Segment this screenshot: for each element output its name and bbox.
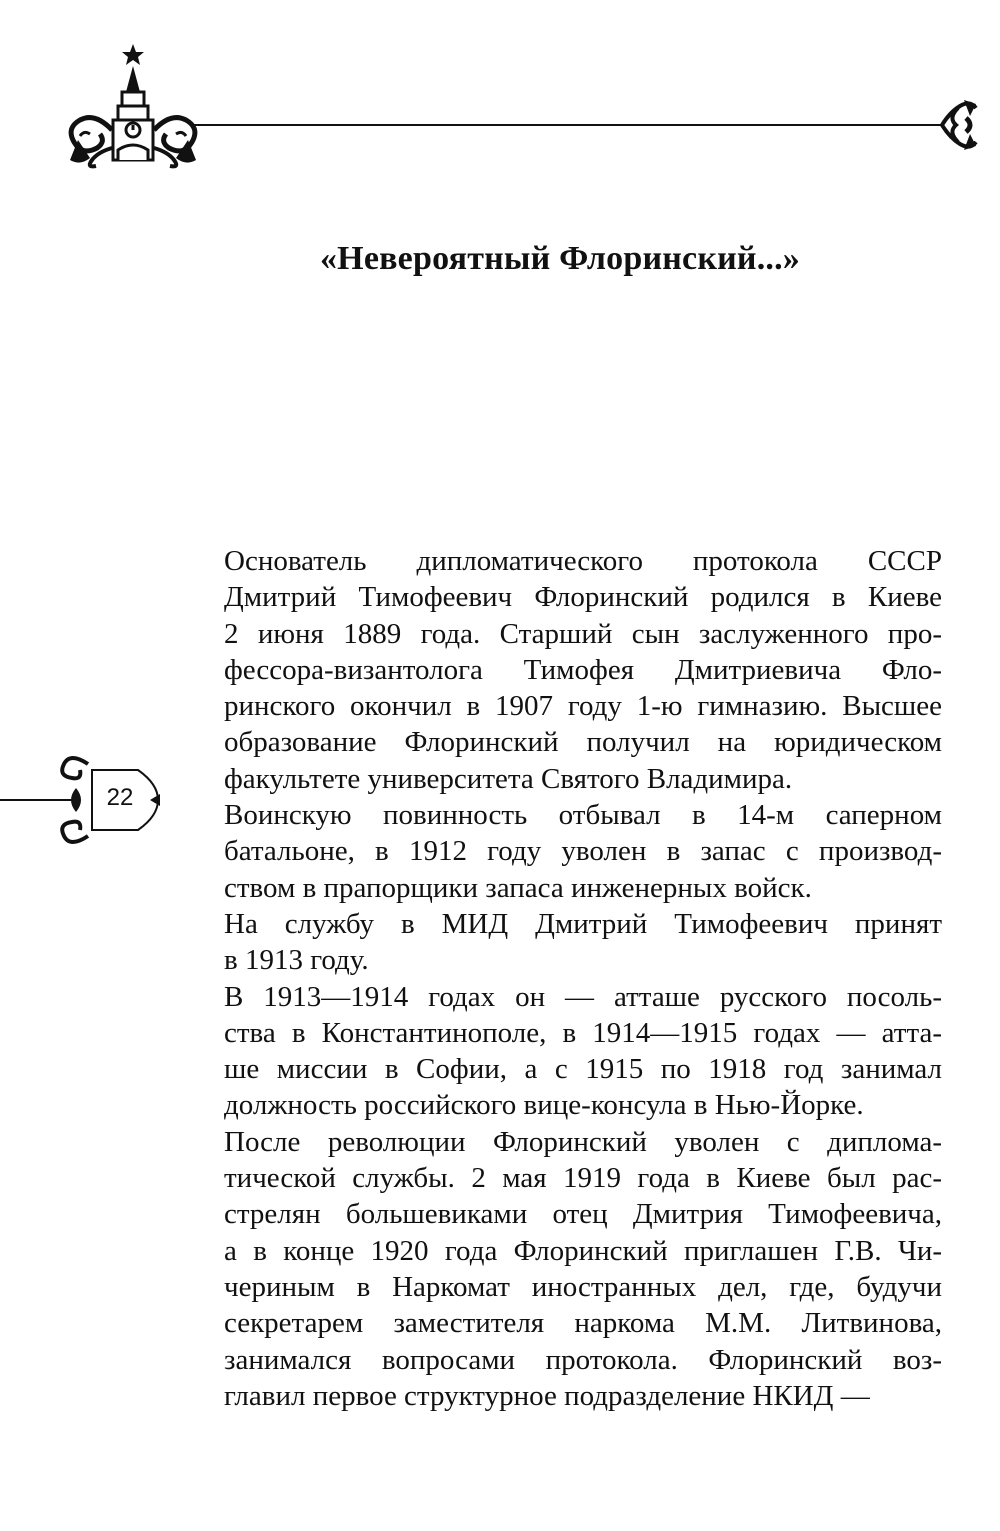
page-number-ornament-icon (0, 742, 180, 862)
text-line: занимался вопросами протокола. Флоринский воз- (224, 1343, 942, 1376)
header-ornament (0, 0, 1000, 200)
text-line: тической службы. 2 мая 1919 года в Киеве был рас- (224, 1162, 942, 1195)
text-line: образование Флоринский получил на юридическом (224, 726, 942, 759)
text-line: 2 июня 1889 года. Старший сын заслуженного про- (224, 617, 942, 650)
text-line: ше миссии в Софии, а с 1915 по 1918 год занимал (224, 1053, 942, 1086)
text-line: факультете университета Святого Владимира. (224, 762, 793, 795)
text-line: секретарем заместителя наркома М.М. Литвинова, (224, 1307, 942, 1340)
text-line: чериным в Наркомат иностранных дел, где, будучи (224, 1270, 942, 1303)
text-line: а в конце 1920 года Флоринский приглашен Г.В. Чи- (224, 1234, 942, 1267)
text-line: ринского окончил в 1907 году 1-ю гимназию. Высшее (224, 690, 942, 723)
text-line: фессора-византолога Тимофея Дмитриевича Фло- (224, 653, 942, 686)
text-line: должность российского вице-консула в Нью-Йорке. (224, 1089, 864, 1122)
article-body (180, 543, 942, 1414)
paragraph (180, 979, 942, 1124)
scroll-ornament-icon (942, 100, 976, 150)
paragraph (180, 797, 942, 906)
text-line: в 1913 году. (224, 944, 369, 977)
kremlin-tower-ornament-icon (70, 44, 196, 166)
text-line: После революции Флоринский уволен с диплома- (224, 1125, 942, 1158)
text-line: ством в прапорщики запаса инженерных войск. (224, 871, 812, 904)
text-line: Воинскую повинность отбывал в 14-м саперном (224, 799, 942, 832)
page-number: 22 (106, 784, 134, 811)
paragraph (180, 543, 942, 797)
paragraph (180, 1124, 942, 1414)
text-line: главил первое структурное подразделение НКИД — (224, 1379, 870, 1412)
text-line: стрелян большевиками отец Дмитрия Тимофеевича, (224, 1198, 942, 1231)
text-line: В 1913—1914 годах он — атташе русского посоль- (224, 980, 942, 1013)
text-line: ства в Константинополе, в 1914—1915 годах — атта- (224, 1016, 942, 1049)
text-line: Основатель дипломатического протокола СССР (224, 545, 942, 577)
text-line: батальоне, в 1912 году уволен в запас с производ- (224, 835, 942, 868)
text-line: На службу в МИД Дмитрий Тимофеевич принят (224, 907, 942, 940)
text-line: Дмитрий Тимофеевич Флоринский родился в Киеве (224, 581, 942, 614)
paragraph (180, 906, 942, 979)
page-title: «Невероятный Флоринский...» (319, 240, 800, 277)
